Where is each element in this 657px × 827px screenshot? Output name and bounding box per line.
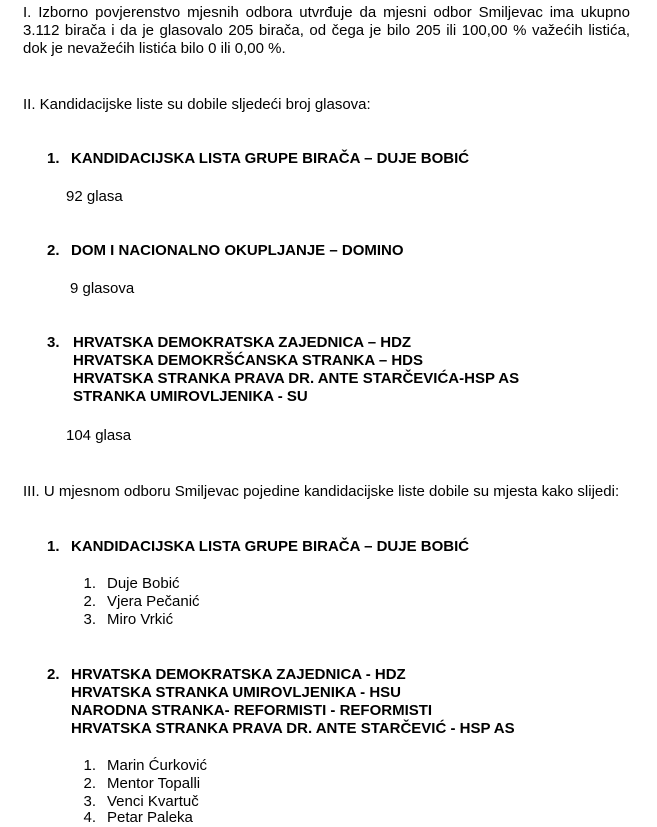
- s3-list-2-line-2: HRVATSKA STRANKA UMIROVLJENIKA - HSU: [71, 684, 402, 701]
- s2-list-3-line-4: STRANKA UMIROVLJENIKA - SU: [73, 388, 308, 405]
- s2-list-1-number: 1.: [47, 150, 60, 167]
- s3-list-2-line-3: NARODNA STRANKA- REFORMISTI - REFORMISTI: [71, 702, 433, 719]
- s3-list-2-line-4: HRVATSKA STRANKA PRAVA DR. ANTE STARČEVIĆ - HSP AS: [71, 720, 515, 737]
- s3-list-2-member-3-name: Venci Kvartuč: [107, 793, 199, 810]
- s3-list-2-member-4-number: 4.: [83, 809, 96, 826]
- s3-list-2-member-2-number: 2.: [83, 775, 96, 792]
- section-3-heading: III. U mjesnom odboru Smiljevac pojedine kandidacijske liste dobile su mjesta kako slijedi:: [23, 483, 620, 500]
- s2-list-1-votes: 92 glasa: [66, 188, 123, 205]
- s3-list-1-member-3-number: 3.: [83, 611, 96, 628]
- s2-list-3-votes: 104 glasa: [66, 427, 132, 444]
- s2-list-3-number: 3.: [47, 334, 60, 351]
- s3-list-1-member-1-number: 1.: [83, 575, 96, 592]
- s3-list-1-number: 1.: [47, 538, 60, 555]
- s2-list-3-line-2: HRVATSKA DEMOKRŠĆANSKA STRANKA – HDS: [73, 352, 424, 369]
- s3-list-1-member-3-name: Miro Vrkić: [107, 611, 174, 628]
- s3-list-2-line-1: HRVATSKA DEMOKRATSKA ZAJEDNICA - HDZ: [71, 666, 406, 683]
- s3-list-1-member-2-name: Vjera Pečanić: [107, 593, 200, 610]
- s2-list-3-line-1: HRVATSKA DEMOKRATSKA ZAJEDNICA – HDZ: [73, 334, 412, 351]
- section-1-paragraph: I. Izborno povjerenstvo mjesnih odbora utvrđuje da mjesni odbor Smiljevac ima ukupno 3.112 birača i da je glasovalo 205 birača, od čega je bilo 205 ili 100,00 % važećih listića, dok je nevažećih listića bilo 0 ili 0,00 %.: [23, 4, 630, 57]
- s3-list-2-member-3-number: 3.: [83, 793, 96, 810]
- s3-list-1-member-1-name: Duje Bobić: [107, 575, 180, 592]
- s3-list-2-number: 2.: [47, 666, 60, 683]
- s2-list-2-votes: 9 glasova: [70, 280, 135, 297]
- s2-list-2-number: 2.: [47, 242, 60, 259]
- s3-list-2-member-4-name: Petar Paleka: [107, 809, 193, 826]
- section-2-heading: II. Kandidacijske liste su dobile sljedeći broj glasova:: [23, 96, 371, 113]
- s3-list-1-member-2-number: 2.: [83, 593, 96, 610]
- s3-list-2-member-2-name: Mentor Topalli: [107, 775, 201, 792]
- s2-list-2-line-1: DOM I NACIONALNO OKUPLJANJE – DOMINO: [71, 242, 404, 259]
- s3-list-2-member-1-number: 1.: [83, 757, 96, 774]
- s3-list-1-line-1: KANDIDACIJSKA LISTA GRUPE BIRAČA – DUJE BOBIĆ: [71, 538, 470, 555]
- s2-list-3-line-3: HRVATSKA STRANKA PRAVA DR. ANTE STARČEVIĆA-HSP AS: [73, 370, 520, 387]
- s2-list-1-line-1: KANDIDACIJSKA LISTA GRUPE BIRAČA – DUJE BOBIĆ: [71, 150, 470, 167]
- s3-list-2-member-1-name: Marin Ćurković: [107, 757, 208, 774]
